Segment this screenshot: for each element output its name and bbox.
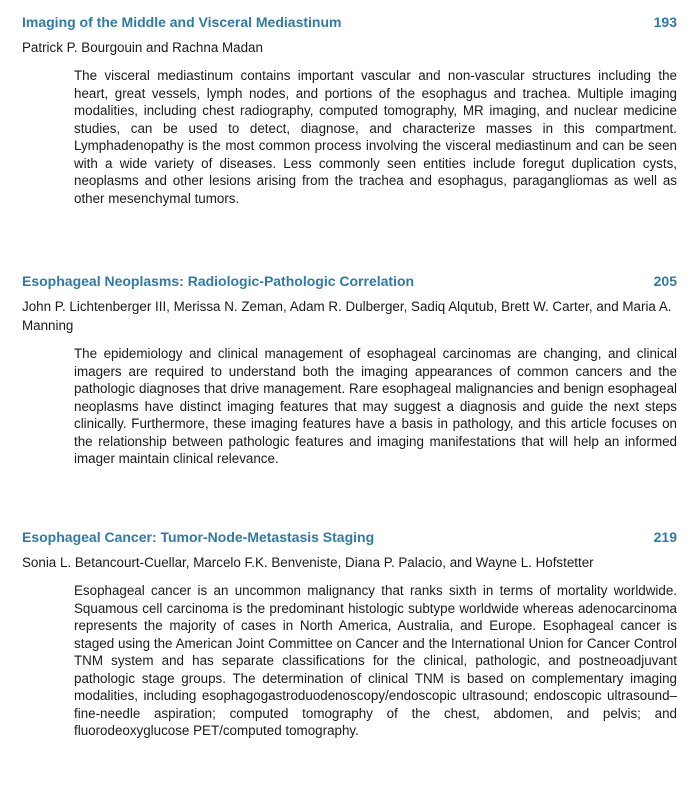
article-entry [22,529,677,740]
article-title[interactable]: Esophageal Neoplasms: Radiologic-Pathologic Correlation [22,273,415,289]
article-title-row [22,14,677,34]
article-page-number[interactable]: 193 [653,14,677,30]
article-authors: John P. Lichtenberger III, Merissa N. Zeman, Adam R. Dulberger, Sadiq Alqutub, Brett W. Carter, and Maria A. Manning [22,299,672,333]
article-page-number[interactable]: 205 [653,273,677,289]
article-abstract: The epidemiology and clinical management of esophageal carcinomas are changing, and clinical imagers are required to understand both the imaging appearances of common cancers and the pathologic diagnoses that drive management. Rare esophageal malignancies and benign esophageal neoplasms have distinct imaging features that may suggest a diagnosis and guide the next steps clinically. Furthermore, these imaging features have a basis in pathology, and this article focuses on the relationship between pathologic features and imaging manifestations that will help an informed imager maintain clinical relevance. [74,346,677,466]
article-abstract: The visceral mediastinum contains important vascular and non-vascular structures including the heart, great vessels, lymph nodes, and portions of the esophagus and trachea. Multiple imaging modalities, including chest radiography, computed tomography, MR imaging, and nuclear medicine studies, can be used to detect, diagnose, and characterize masses in this compartment. Lymphadenopathy is the most common process involving the visceral mediastinum and can be seen with a wide variety of diseases. Less commonly seen entities include foregut duplication cysts, neoplasms and other lesions arising from the trachea and esophagus, paragangliomas as well as other mesenchymal tumors. [74,68,677,206]
article-title-row [22,529,677,549]
article-title-row [22,273,677,293]
article-authors: Sonia L. Betancourt-Cuellar, Marcelo F.K. Benveniste, Diana P. Palacio, and Wayne L. Hofstetter [22,555,594,570]
article-abstract: Esophageal cancer is an uncommon malignancy that ranks sixth in terms of mortality worldwide. Squamous cell carcinoma is the predominant histologic subtype worldwide whereas adenocarcinoma represents the majority of cases in North America, Australia, and Europe. Esophageal cancer is staged using the American Joint Committee on Cancer and the International Union for Cancer Control TNM system and has separate classifications for the clinical, pathologic, and postneoadjuvant pathologic stage groups. The determination of clinical TNM is based on complementary imaging modalities, including esophagogastroduodenoscopy/endoscopic ultrasound; endoscopic ultrasound–fine-needle aspiration; computed tomography of the chest, abdomen, and pelvis; and fluorodeoxyglucose PET/computed tomography. [74,583,677,738]
article-authors: Patrick P. Bourgouin and Rachna Madan [22,40,263,55]
article-entry [22,273,677,468]
article-page-number[interactable]: 219 [653,529,677,545]
article-title[interactable]: Imaging of the Middle and Visceral Mediastinum [22,14,342,30]
article-entry [22,14,677,207]
article-title[interactable]: Esophageal Cancer: Tumor-Node-Metastasis Staging [22,529,375,545]
